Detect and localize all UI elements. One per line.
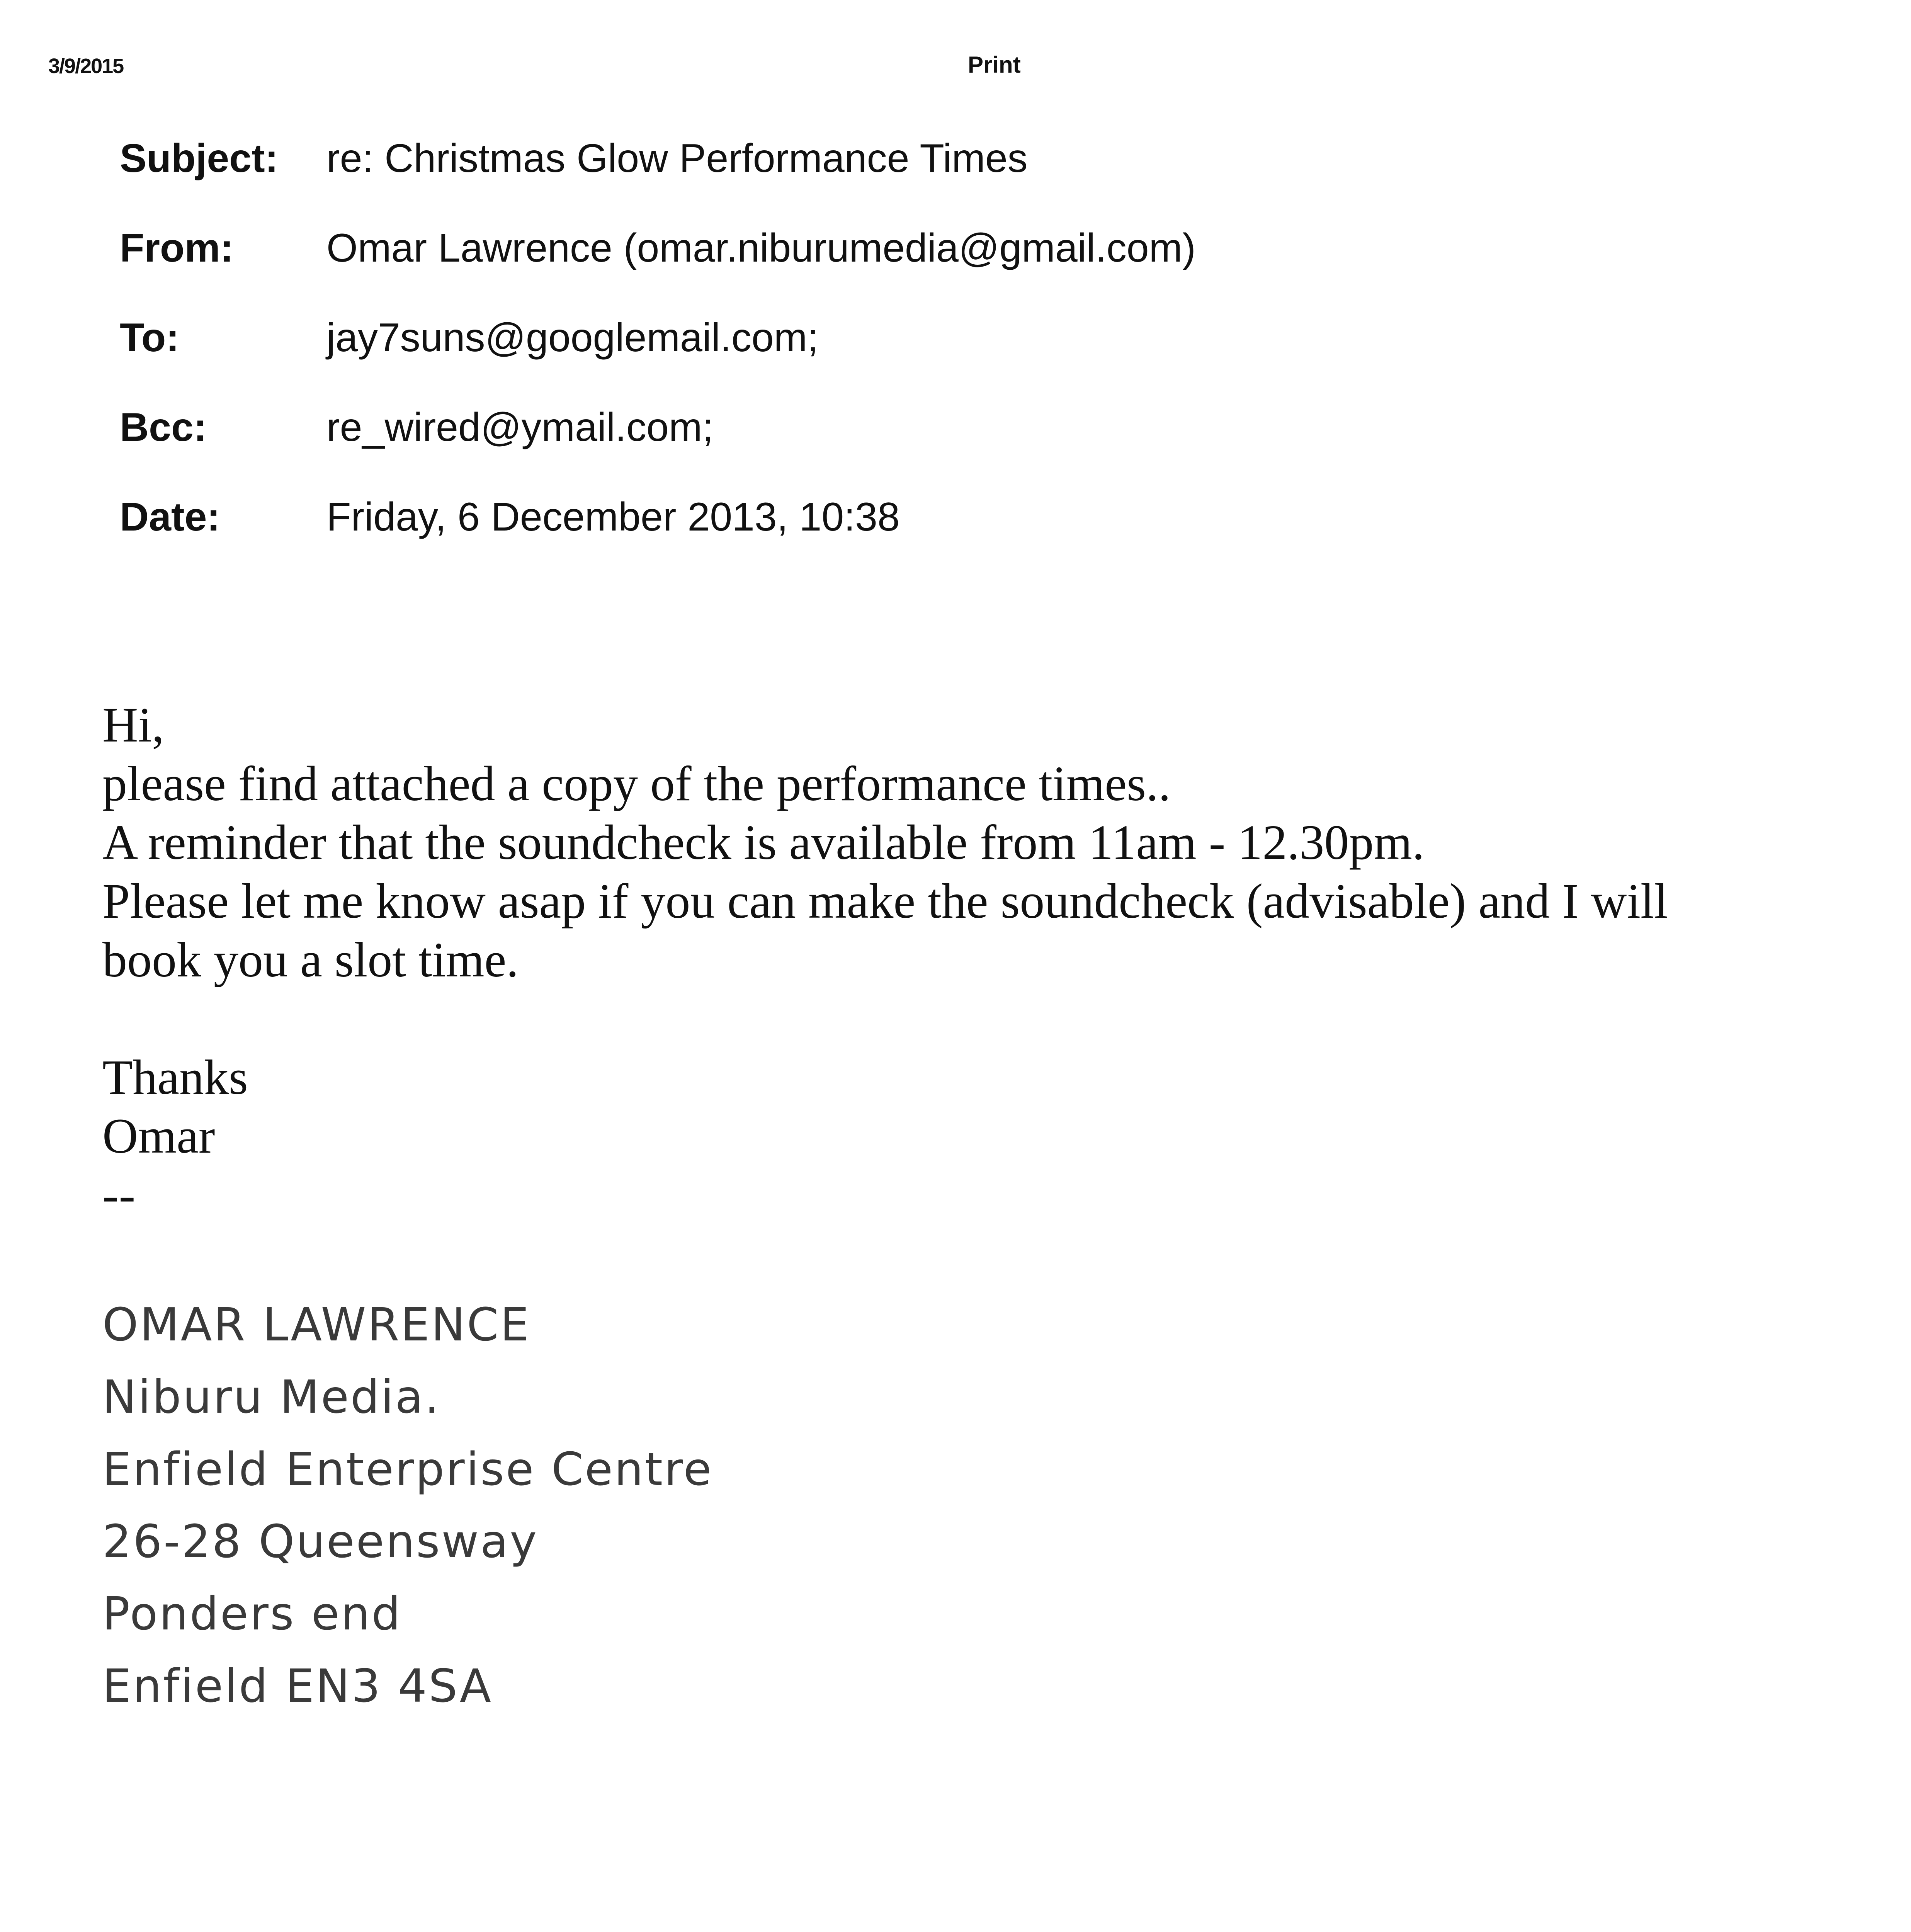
from-label: From: xyxy=(120,226,234,270)
body-separator: -- xyxy=(102,1167,136,1222)
print-date: 3/9/2015 xyxy=(48,54,124,78)
subject-label: Subject: xyxy=(120,136,279,181)
body-line: book you a slot time. xyxy=(102,932,519,987)
body-closing: Thanks xyxy=(102,1050,248,1105)
signature-street: 26-28 Queensway xyxy=(102,1515,539,1568)
date-label: Date: xyxy=(120,495,221,539)
to-label: To: xyxy=(120,315,179,360)
signature-city: Enfield EN3 4SA xyxy=(102,1659,493,1713)
signature-name: OMAR LAWRENCE xyxy=(102,1298,531,1351)
body-line: please find attached a copy of the performance times.. xyxy=(102,756,1171,811)
signature-building: Enfield Enterprise Centre xyxy=(102,1442,713,1496)
body-sender: Omar xyxy=(102,1109,215,1163)
subject-value: re: Christmas Glow Performance Times xyxy=(326,136,1028,181)
print-title: Print xyxy=(968,52,1021,78)
to-value: jay7suns@googlemail.com; xyxy=(326,315,819,360)
signature-company: Niburu Media. xyxy=(102,1370,441,1423)
bcc-label: Bcc: xyxy=(120,405,207,450)
email-body xyxy=(102,696,1802,1224)
signature-area: Ponders end xyxy=(102,1587,402,1640)
body-line: A reminder that the soundcheck is available from 11am - 12.30pm. xyxy=(102,815,1425,870)
body-line: Please let me know asap if you can make the soundcheck (advisable) and I will xyxy=(102,874,1668,929)
body-greeting: Hi, xyxy=(102,697,164,752)
email-signature xyxy=(102,1289,713,1722)
body-spacer xyxy=(102,989,1802,1048)
date-value: Friday, 6 December 2013, 10:38 xyxy=(326,495,900,539)
bcc-value: re_wired@ymail.com; xyxy=(326,405,714,450)
from-value: Omar Lawrence (omar.niburumedia@gmail.com) xyxy=(326,226,1196,270)
